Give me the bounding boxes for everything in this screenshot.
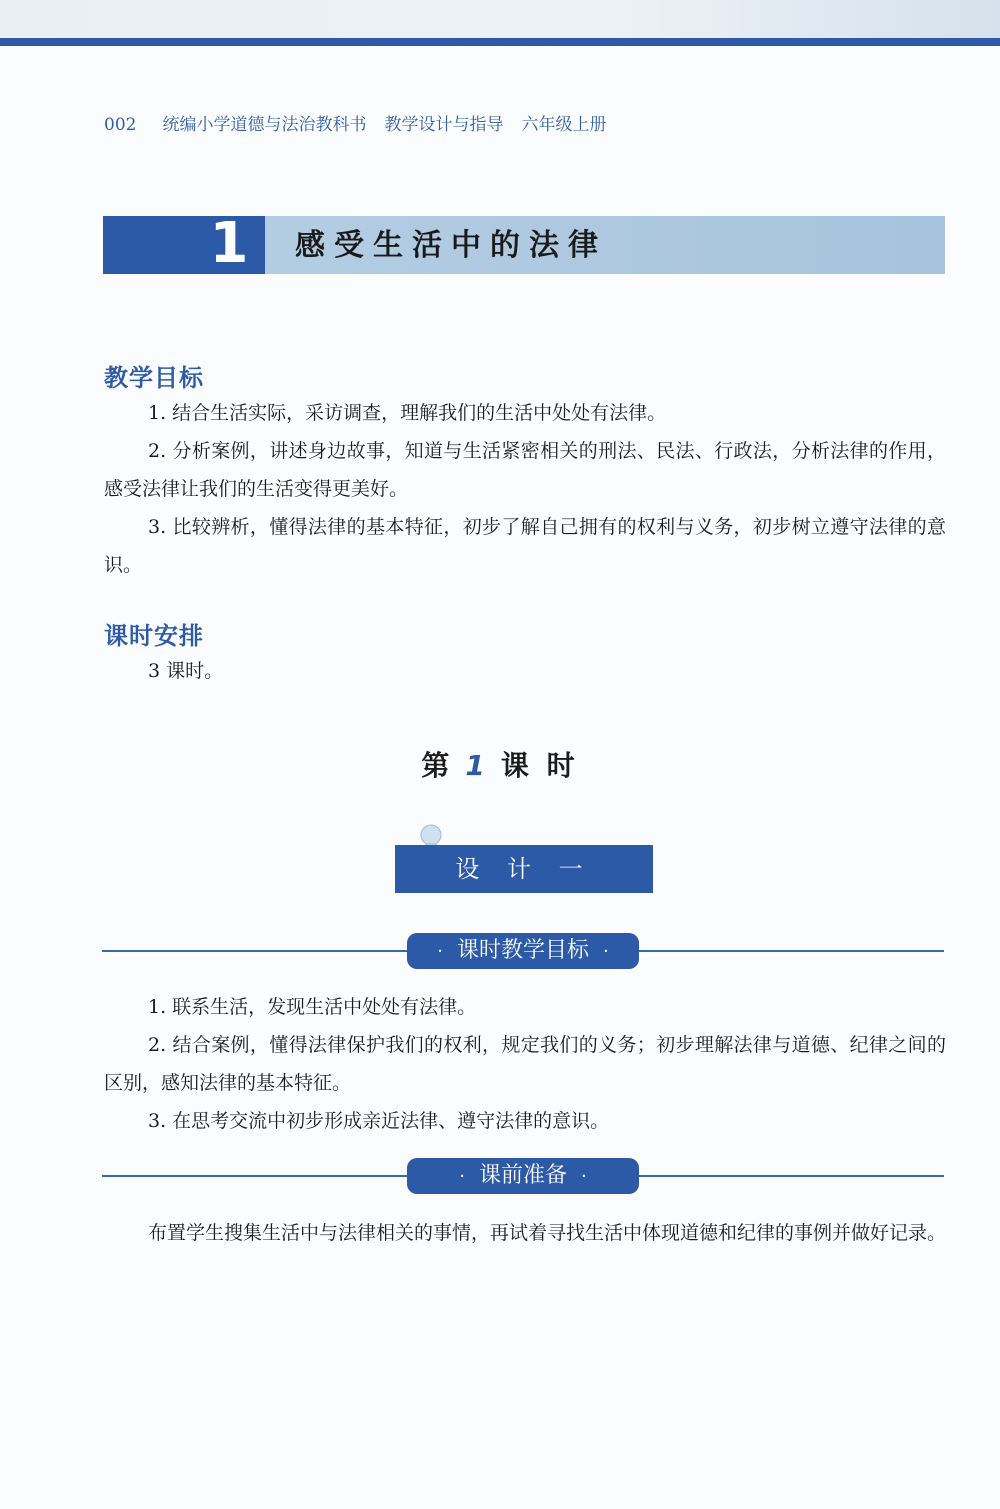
lesson-heading xyxy=(0,744,1000,784)
pill-dot-right: · xyxy=(603,941,609,962)
chapter-title: 感受生活中的法律 xyxy=(295,228,607,263)
lesson-goals-pill xyxy=(407,933,639,969)
lesson-suffix: 课 时 xyxy=(500,749,579,782)
book-title: 统编小学道德与法治教科书 xyxy=(162,115,367,135)
top-decorative-band xyxy=(0,0,1000,38)
lesson-number: 1 xyxy=(465,749,489,782)
teaching-goal-3: 3. 比较辨析，懂得法律的基本特征，初步了解自己拥有的权利与义务，初步树立遵守法律的意识。 xyxy=(104,516,946,576)
book-subtitle: 教学设计与指导 xyxy=(384,115,504,135)
chapter-number: 1 xyxy=(209,211,249,276)
preparation-pill xyxy=(407,1158,639,1194)
teaching-goal-1: 1. 结合生活实际，采访调查，理解我们的生活中处处有法律。 xyxy=(148,402,667,424)
lesson-prefix: 第 xyxy=(421,749,454,782)
pill-dot-left: · xyxy=(459,1166,465,1187)
design-label-box: 设 计 一 xyxy=(395,845,653,893)
preparation-heading: 课前准备 xyxy=(478,1163,567,1188)
grade-label: 六年级上册 xyxy=(521,115,607,135)
lesson-goals-heading: 课时教学目标 xyxy=(456,938,589,963)
teaching-goals-heading: 教学目标 xyxy=(104,364,204,392)
teaching-goal-2: 2. 分析案例，讲述身边故事，知道与生活紧密相关的刑法、民法、行政法，分析法律的作用，感受法律让我们的生活变得更美好。 xyxy=(104,440,946,500)
lesson-goal-2: 2. 结合案例，懂得法律保护我们的权利，规定我们的义务；初步理解法律与道德、纪律之间的区别，感知法律的基本特征。 xyxy=(104,1034,946,1094)
running-header xyxy=(104,110,606,135)
pill-dot-left: · xyxy=(437,941,443,962)
preparation-text: 布置学生搜集生活中与法律相关的事情，再试着寻找生活中体现道德和纪律的事例并做好记录。 xyxy=(148,1222,947,1244)
pill-dot-right: · xyxy=(581,1166,587,1187)
chapter-banner xyxy=(103,211,945,276)
schedule-text: 3 课时。 xyxy=(148,660,224,682)
lesson-goal-3: 3. 在思考交流中初步形成亲近法律、遵守法律的意识。 xyxy=(148,1110,610,1132)
lesson-goal-1: 1. 联系生活，发现生活中处处有法律。 xyxy=(148,996,477,1018)
page-number: 002 xyxy=(104,115,137,135)
top-blue-rule xyxy=(0,38,1000,46)
schedule-heading: 课时安排 xyxy=(104,622,204,650)
